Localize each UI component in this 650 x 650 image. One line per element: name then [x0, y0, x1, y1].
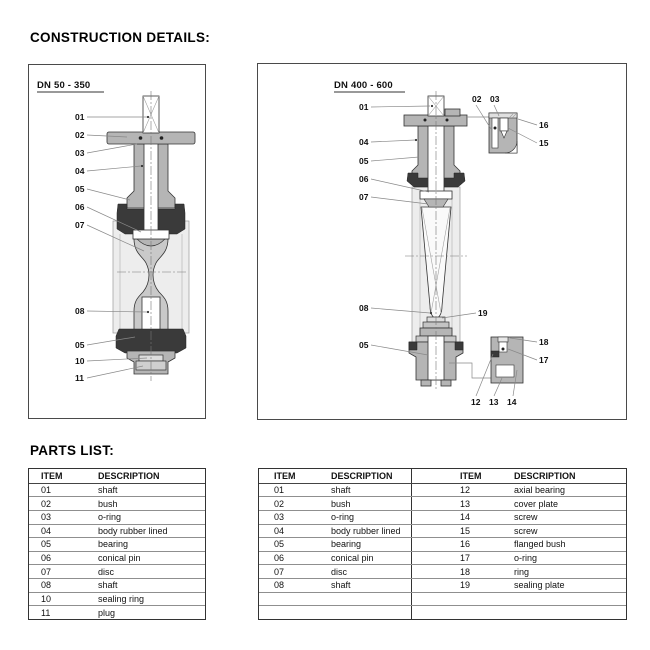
table-row [29, 578, 205, 592]
description-cell: plug [98, 607, 116, 618]
o-ring-dot [446, 119, 449, 122]
part-label: 11 [75, 373, 84, 383]
description-cell: flanged bush [514, 539, 566, 550]
col-header-item: ITEM [274, 470, 296, 481]
parts-list-heading: PARTS LIST: [30, 443, 115, 458]
part-label: 08 [359, 303, 369, 313]
item-cell: 05 [274, 539, 285, 550]
part-label: 04 [75, 166, 85, 176]
description-cell: bush [331, 498, 351, 509]
part-label: 01 [359, 102, 369, 112]
bottom-foot [421, 380, 431, 386]
leader-line [87, 144, 137, 153]
item-cell: 06 [274, 553, 285, 564]
table-row [29, 564, 205, 578]
table-row [29, 510, 205, 524]
part-label: 05 [75, 184, 85, 194]
table-row [259, 483, 626, 497]
description-cell: ring [514, 566, 530, 577]
table-row [259, 537, 626, 551]
item-cell: 01 [274, 484, 285, 495]
part-label: 19 [478, 308, 488, 318]
part-label: 10 [75, 356, 85, 366]
leader-line [518, 119, 537, 125]
item-cell [259, 606, 331, 619]
description-cell: o-ring [98, 512, 122, 523]
table-row [29, 483, 205, 497]
description-cell: body rubber lined [331, 525, 401, 536]
item-cell: 03 [274, 512, 285, 523]
col-header-description: DESCRIPTION [514, 470, 576, 481]
item-cell: 01 [41, 484, 52, 495]
item-cell: 07 [274, 566, 285, 577]
table-row [29, 524, 205, 538]
description-cell: disc [98, 566, 115, 577]
item-cell: 08 [274, 580, 285, 591]
leader-line [87, 189, 130, 200]
item-cell: 15 [411, 525, 514, 538]
leader-dot [147, 311, 149, 313]
item-cell: 18 [411, 565, 514, 578]
leader-dot [430, 312, 432, 314]
description-cell: disc [331, 566, 348, 577]
part-label: 15 [539, 138, 549, 148]
item-cell: 05 [41, 539, 52, 550]
part-label: 06 [75, 202, 85, 212]
description-cell [331, 593, 411, 606]
col-header-description: DESCRIPTION [331, 470, 393, 481]
item-cell: 10 [41, 594, 52, 605]
table-row [29, 496, 205, 510]
col-header-item: ITEM [411, 469, 514, 483]
part-label: 06 [359, 174, 369, 184]
description-cell: screw [514, 512, 538, 523]
description-cell: sealing ring [98, 594, 145, 605]
item-cell [259, 593, 331, 606]
item-cell: 11 [41, 607, 51, 618]
item-cell: 03 [41, 512, 52, 523]
table-header-row [259, 469, 626, 483]
col-header-description: DESCRIPTION [98, 470, 160, 481]
item-cell: 16 [411, 538, 514, 551]
part-label: 02 [75, 130, 85, 140]
part-label: 02 [472, 94, 482, 104]
table-row [29, 592, 205, 606]
part-label: 05 [359, 156, 369, 166]
table-row [29, 605, 205, 619]
description-cell: conical pin [331, 553, 374, 564]
description-cell: axial bearing [514, 484, 566, 495]
part-label: 08 [75, 306, 85, 316]
item-cell: 06 [41, 553, 52, 564]
diagram-box-dn50-350 [28, 64, 206, 419]
cover-plate-part [496, 365, 514, 377]
table-row [259, 564, 626, 578]
parts-table-dn50-350 [28, 468, 206, 620]
part-label: 07 [359, 192, 369, 202]
table-row [29, 537, 205, 551]
item-cell: 08 [41, 580, 52, 591]
table-row [259, 551, 626, 565]
table-row [259, 605, 626, 619]
description-cell: bearing [331, 539, 362, 550]
bush-part [492, 118, 498, 148]
description-cell: shaft [331, 484, 351, 495]
item-cell: 19 [411, 579, 514, 592]
o-ring-dot [494, 127, 497, 130]
ring-part [498, 337, 508, 342]
diagram-box-dn400-600 [257, 63, 627, 420]
table-row [259, 510, 626, 524]
part-label: 01 [75, 112, 85, 122]
lower-seal [409, 342, 417, 350]
o-ring-dot [424, 119, 427, 122]
description-cell: cover plate [514, 498, 559, 509]
table-row [259, 592, 626, 606]
description-cell: shaft [98, 580, 118, 591]
description-cell: o-ring [331, 512, 355, 523]
o-ring-dot [160, 136, 164, 140]
part-label: 03 [75, 148, 85, 158]
table-row [259, 496, 626, 510]
part-label: 03 [490, 94, 500, 104]
o-ring-dot [502, 348, 505, 351]
table-row [29, 551, 205, 565]
description-cell: bearing [98, 539, 129, 550]
item-cell: 04 [274, 525, 285, 536]
leader-line [87, 166, 141, 171]
part-label: 16 [539, 120, 549, 130]
leader-dot [147, 116, 149, 118]
part-label: 07 [75, 220, 85, 230]
leader-dot [415, 139, 417, 141]
leader-dot [141, 165, 143, 167]
part-label: 04 [359, 137, 369, 147]
item-cell: 12 [411, 484, 514, 497]
table-header-row [29, 469, 205, 483]
flange-step [445, 109, 460, 116]
leader-line [476, 354, 493, 396]
leader-line [371, 157, 419, 161]
leader-line [371, 106, 430, 107]
item-cell: 02 [41, 498, 52, 509]
diagram-title: DN 400 - 600 [334, 80, 393, 91]
valve-cross-section-dn400-600 [258, 64, 626, 419]
description-cell: body rubber lined [98, 525, 168, 536]
part-label: 18 [539, 337, 549, 347]
item-cell [411, 606, 514, 619]
parts-table-dn400-600 [258, 468, 627, 620]
item-cell: 07 [41, 566, 52, 577]
valve-cross-section-dn50-350 [29, 65, 205, 418]
o-ring-dot [139, 136, 143, 140]
item-cell: 13 [411, 497, 514, 510]
item-cell [411, 593, 514, 606]
description-cell: screw [514, 525, 538, 536]
col-header-item: ITEM [41, 470, 63, 481]
item-cell: 14 [411, 511, 514, 524]
description-cell: shaft [331, 580, 351, 591]
diagram-title: DN 50 - 350 [37, 80, 91, 91]
bottom-foot [441, 380, 451, 386]
lower-seal [455, 342, 463, 350]
leader-dot [431, 105, 433, 107]
description-cell [514, 593, 626, 606]
part-label: 05 [359, 340, 369, 350]
construction-details-heading: CONSTRUCTION DETAILS: [30, 30, 211, 45]
description-cell [514, 606, 626, 619]
description-cell: o-ring [514, 553, 538, 564]
screw-part [500, 118, 508, 131]
description-cell: shaft [98, 484, 118, 495]
part-label: 13 [489, 397, 499, 407]
description-cell: bush [98, 498, 118, 509]
part-label: 12 [471, 397, 481, 407]
leader-line [371, 140, 415, 142]
part-label: 14 [507, 397, 517, 407]
part-label: 05 [75, 340, 85, 350]
item-cell: 17 [411, 552, 514, 565]
top-flange [404, 115, 467, 126]
description-cell [331, 606, 411, 619]
table-row [259, 524, 626, 538]
description-cell: sealing plate [514, 580, 565, 591]
part-label: 17 [539, 355, 549, 365]
table-row [259, 578, 626, 592]
item-cell: 02 [274, 498, 285, 509]
item-cell: 04 [41, 525, 52, 536]
description-cell: conical pin [98, 553, 141, 564]
